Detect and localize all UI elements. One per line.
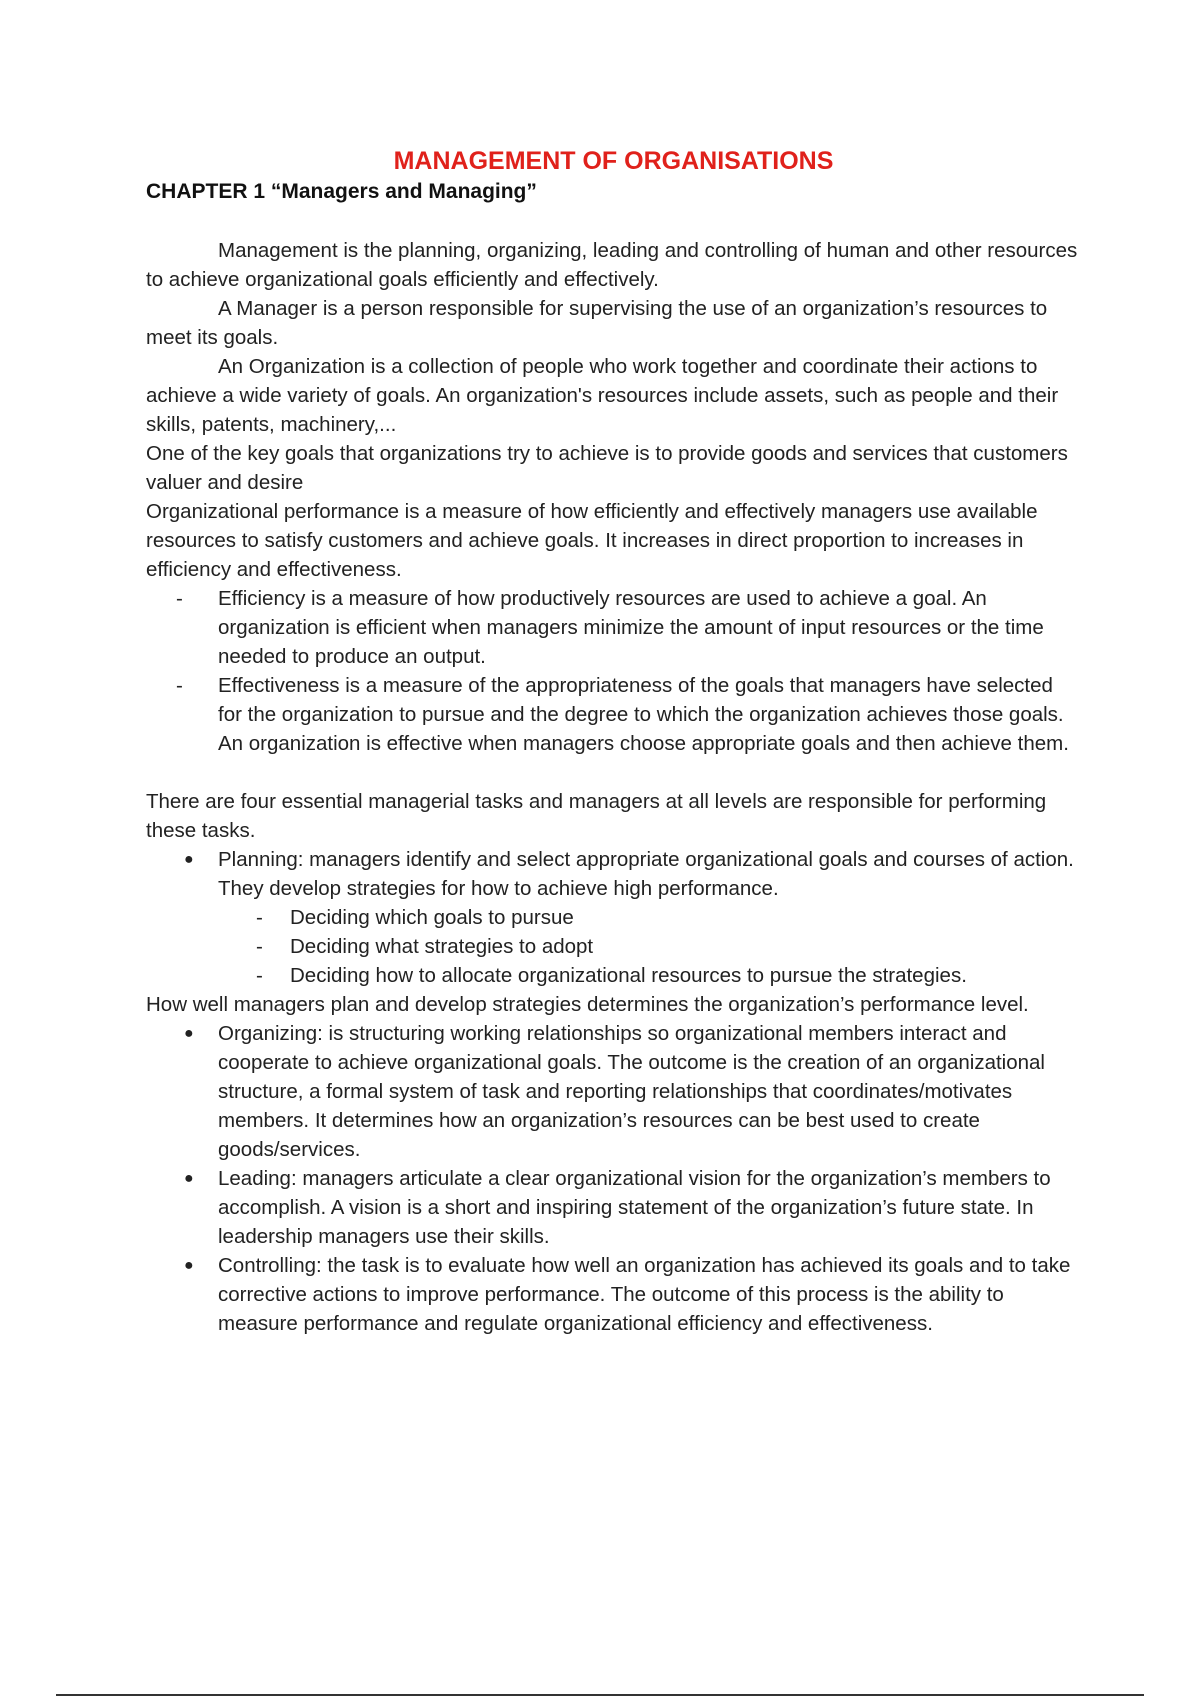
list-item-text: Deciding which goals to pursue: [290, 906, 574, 929]
paragraph-tasks-intro: There are four essential managerial tasks and managers at all levels are responsible for performing these tasks.: [146, 790, 1047, 842]
list-item: [146, 1251, 1081, 1338]
paragraph-performance: Organizational performance is a measure of how efficiently and effectively managers use available resources to satisfy customers and achieve goals. It increases in direct proportion to increases in efficiency and effectiveness.: [146, 500, 1038, 581]
list-item-text: Effectiveness is a measure of the appropriateness of the goals that managers have selected for the organization to pursue and the degree to which the organization achieves those goals. An organization is effective when managers choose appropriate goals and then achieve them.: [218, 674, 1069, 755]
list-item-text: Efficiency is a measure of how productively resources are used to achieve a goal. An organization is efficient when managers minimize the amount of input resources or the time needed to produce an output.: [218, 587, 1044, 668]
dash-marker: -: [176, 587, 183, 610]
dash-marker: -: [256, 964, 263, 987]
paragraph-key-goals: One of the key goals that organizations try to achieve is to provide goods and services that customers valuer and desire: [146, 442, 1068, 494]
paragraph-management: Management is the planning, organizing, leading and controlling of human and other resources to achieve organizational goals efficiently and effectively.: [146, 239, 1078, 291]
bullet-marker: ●: [184, 1025, 194, 1042]
chapter-heading: CHAPTER 1 “Managers and Managing”: [146, 180, 537, 203]
list-item: [146, 903, 1081, 932]
list-item-text: Organizing: is structuring working relationships so organizational members interact and cooperate to achieve organizational goals. The outcome is the creation of an organizational structure, a formal system of task and reporting relationships that coordinates/motivates members. It determines how an organization’s resources can be best used to create goods/services.: [218, 1022, 1045, 1161]
list-item: [146, 1164, 1081, 1251]
list-item-text: Deciding how to allocate organizational resources to pursue the strategies.: [290, 964, 967, 987]
bullet-marker: ●: [184, 1170, 194, 1187]
spacer: [146, 758, 1081, 787]
list-item-text: Leading: managers articulate a clear organizational vision for the organization’s members to accomplish. A vision is a short and inspiring statement of the organization’s future state. In leadership managers use their skills.: [218, 1167, 1051, 1248]
list-item: [146, 845, 1081, 903]
document-title: MANAGEMENT OF ORGANISATIONS: [393, 147, 834, 175]
tasks-list: [146, 1019, 1081, 1338]
bullet-marker: ●: [184, 1257, 194, 1274]
tasks-list-planning: [146, 845, 1081, 903]
dash-marker: -: [256, 935, 263, 958]
paragraph-planning-note: How well managers plan and develop strategies determines the organization’s performance level.: [146, 993, 1029, 1016]
list-item: [146, 961, 1081, 990]
dash-marker: -: [256, 906, 263, 929]
document-body: [146, 236, 1081, 1338]
dash-marker: -: [176, 674, 183, 697]
list-item-text: Planning: managers identify and select appropriate organizational goals and courses of action. They develop strategies for how to achieve high performance.: [218, 848, 1074, 900]
planning-steps-list: [146, 903, 1081, 990]
footer-divider: [56, 1694, 1144, 1696]
list-item: [146, 671, 1081, 758]
performance-list: [146, 584, 1081, 758]
list-item-text: Deciding what strategies to adopt: [290, 935, 594, 958]
list-item: [146, 1019, 1081, 1164]
paragraph-organization: An Organization is a collection of people who work together and coordinate their actions to achieve a wide variety of goals. An organization's resources include assets, such as people and their skills, patents, machinery,...: [146, 355, 1059, 436]
bullet-marker: ●: [184, 851, 194, 868]
list-item: [146, 584, 1081, 671]
list-item-text: Controlling: the task is to evaluate how well an organization has achieved its goals and to take corrective actions to improve performance. The outcome of this process is the ability to measure performance and regulate organizational efficiency and effectiveness.: [218, 1254, 1071, 1335]
list-item: [146, 932, 1081, 961]
paragraph-manager: A Manager is a person responsible for supervising the use of an organization’s resources to meet its goals.: [146, 297, 1048, 349]
